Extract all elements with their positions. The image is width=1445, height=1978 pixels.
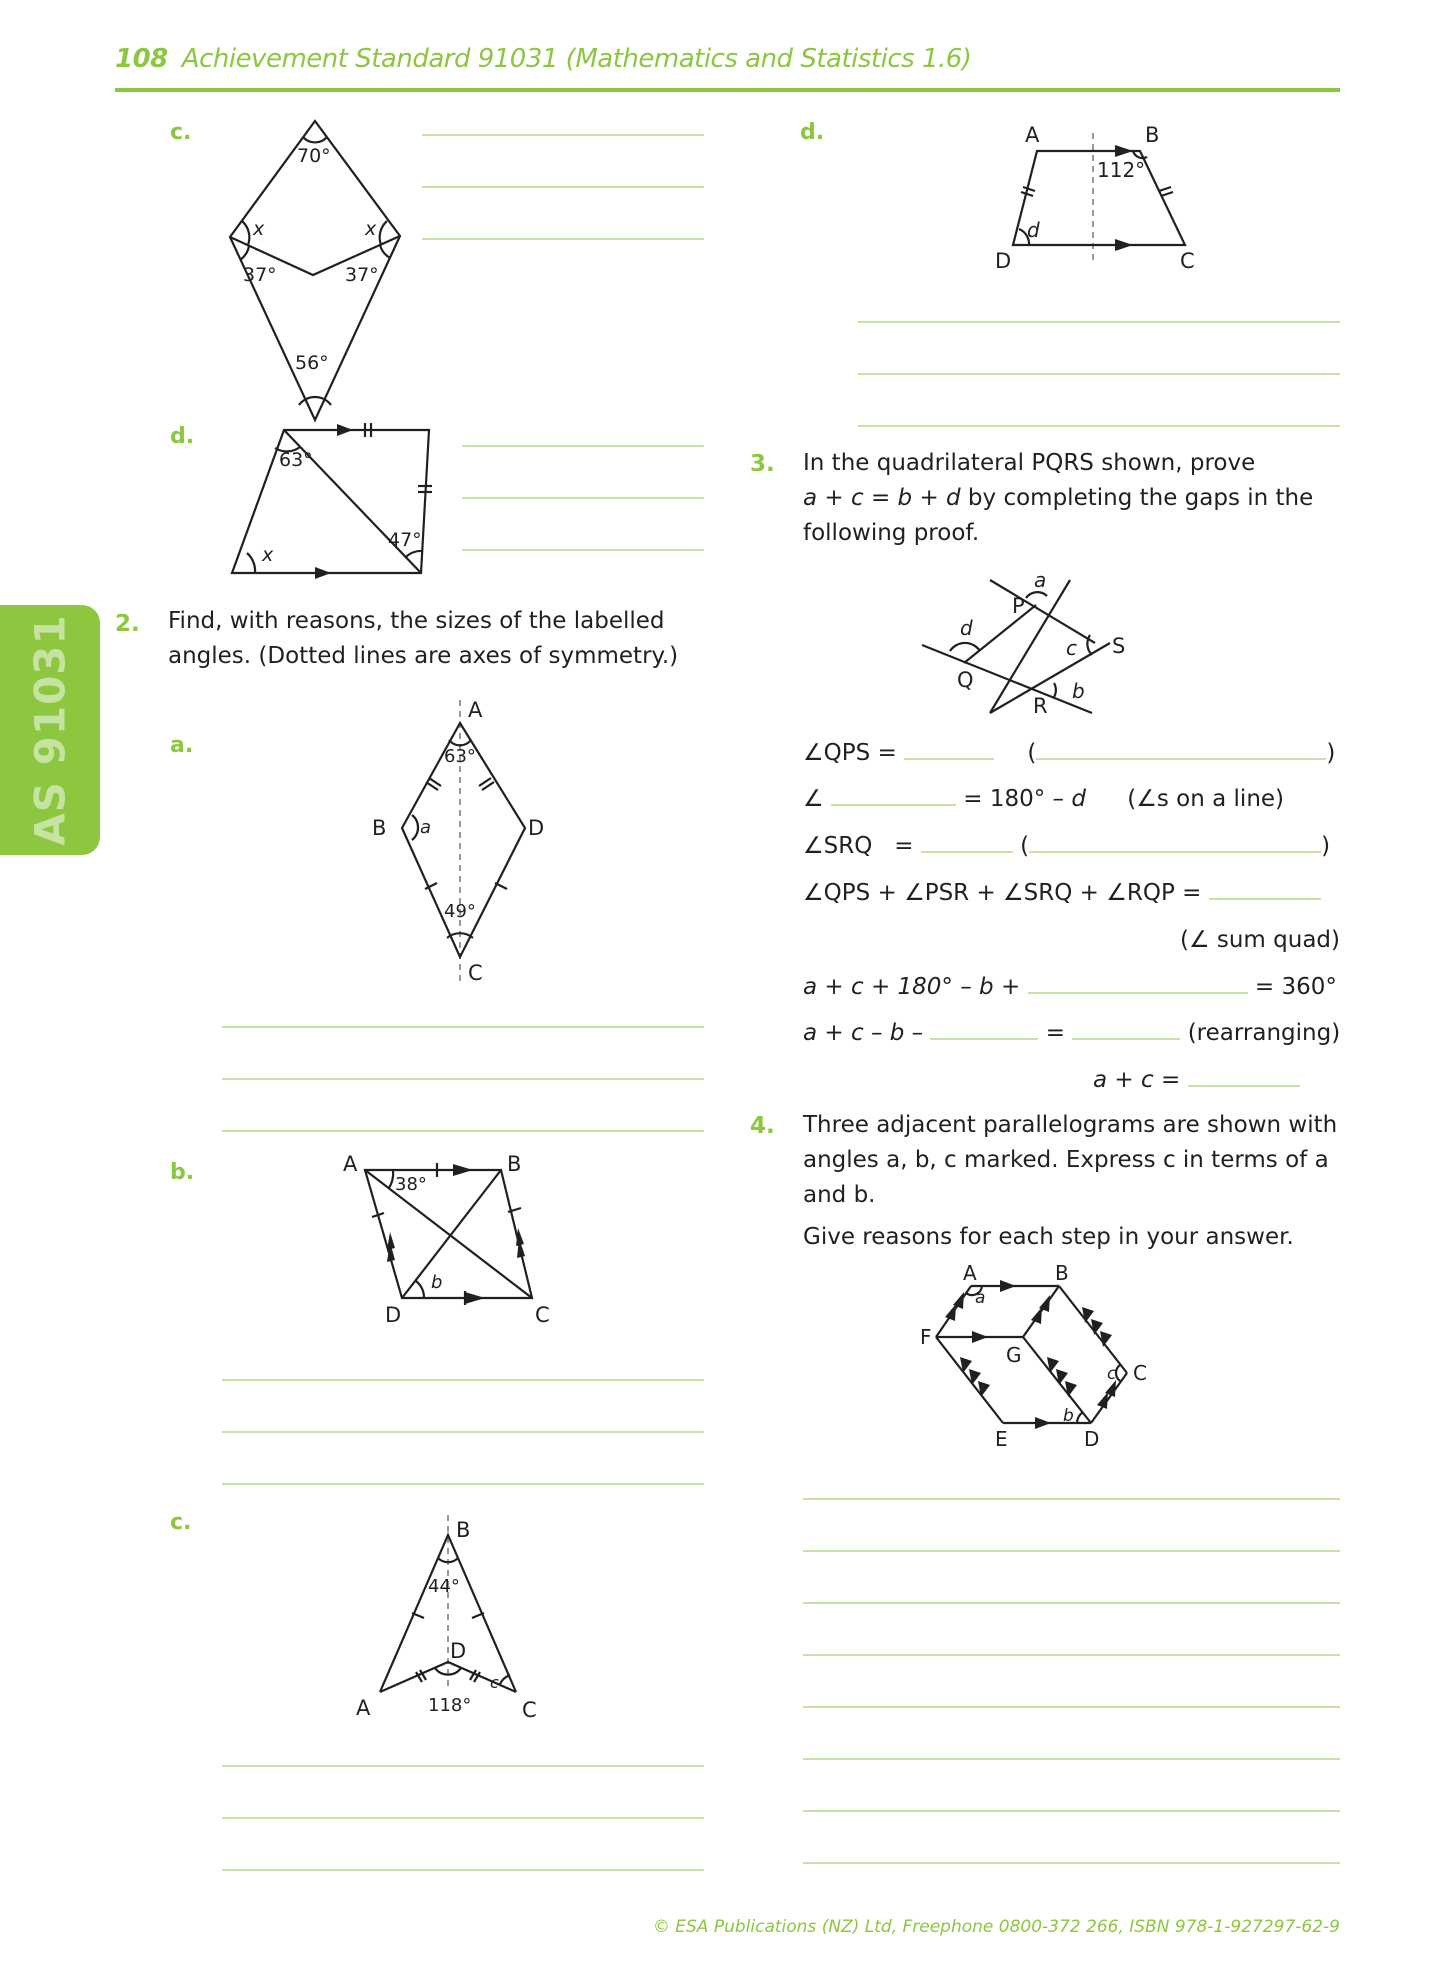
q4-arrow (945, 1304, 956, 1321)
proof-blank-reason[interactable] (1036, 740, 1326, 760)
q1c-angle-x-left: x (253, 218, 265, 240)
q4-arc-c (1116, 1365, 1120, 1381)
q1d-angle-x: x (262, 544, 274, 566)
q3-arc-b (1054, 683, 1056, 697)
q2c-angle-118: 118° (428, 1695, 472, 1716)
q4-angle-b: b (1063, 1406, 1074, 1426)
q3-angle-d: d (960, 616, 973, 640)
q2c-arc-c (500, 1675, 510, 1684)
answer-line[interactable] (222, 1379, 704, 1381)
q2-text (168, 604, 678, 674)
proof-reason: (rearranging) (1187, 1020, 1341, 1046)
page-number: 108 (115, 44, 168, 74)
answer-line[interactable] (803, 1862, 1340, 1864)
proof-line-2 (803, 786, 1284, 812)
q3-vertex-P: P (1012, 594, 1025, 618)
q2d-tick (1161, 192, 1173, 196)
q4-angle-a: a (975, 1288, 986, 1308)
answer-line[interactable] (803, 1498, 1340, 1500)
q1d-angle-47: 47° (388, 529, 422, 551)
q2d-vertex-D: D (995, 249, 1012, 273)
q2b-angle-b: b (431, 1272, 443, 1293)
q4-vertex-E: E (995, 1427, 1008, 1451)
answer-line[interactable] (462, 497, 704, 499)
q3-vertex-Q: Q (957, 668, 974, 692)
q4-vertex-C: C (1133, 1361, 1147, 1385)
answer-line[interactable] (222, 1130, 704, 1132)
proof-line-4 (803, 880, 1321, 906)
q2a-angle-63: 63° (444, 746, 476, 767)
q2d-tick (1159, 187, 1171, 191)
q1c-angle-37-left: 37° (243, 264, 277, 286)
answer-line[interactable] (803, 1602, 1340, 1604)
q2b-arrow-DC (465, 1292, 485, 1304)
proof-line-8 (1093, 1067, 1300, 1093)
q1c-figure (215, 115, 415, 425)
q4-text-line: Three adjacent parallelograms are shown with (803, 1112, 1338, 1138)
answer-line[interactable] (803, 1758, 1340, 1760)
q3-arc-c (1087, 635, 1092, 655)
answer-line[interactable] (462, 445, 704, 447)
answer-line[interactable] (462, 549, 704, 551)
proof-text: ∠QPS = (803, 740, 897, 766)
q2b-arrow-AB (453, 1164, 473, 1176)
q2d-label: d. (800, 120, 825, 145)
proof-blank[interactable] (921, 833, 1013, 853)
q2a-angle-a: a (420, 817, 432, 838)
q2b-label: b. (170, 1160, 195, 1185)
q2a-arc-63 (449, 740, 471, 745)
q2b-arc-b (416, 1281, 424, 1298)
q4-number: 4. (750, 1113, 775, 1139)
header-title (115, 44, 1340, 74)
proof-blank[interactable] (1072, 1020, 1180, 1040)
proof-line-5 (1180, 927, 1340, 953)
q1d-figure (225, 420, 435, 580)
q2a-vertex-B: B (372, 816, 387, 840)
q4-text (803, 1108, 1337, 1255)
q1d-label: d. (170, 424, 195, 449)
answer-line[interactable] (422, 186, 704, 188)
q3-equation: a + c = b + d (803, 485, 961, 511)
q1c-arc-37-right (380, 245, 390, 258)
q2-text-line: angles. (Dotted lines are axes of symmetry.) (168, 643, 679, 669)
answer-line[interactable] (222, 1765, 704, 1767)
proof-blank[interactable] (930, 1020, 1038, 1040)
footer-copyright: © ESA Publications (NZ) Ltd, Freephone 0800-372 266, ISBN 978-1-927297-62-9 (652, 1917, 1340, 1937)
q2b-figure (335, 1150, 575, 1325)
q1d-arc-x (247, 553, 255, 573)
standard-title: Achievement Standard 91031 (Mathematics and Statistics 1.6) (181, 44, 972, 74)
q2b-arc-38 (389, 1170, 393, 1188)
proof-text: ∠QPS + ∠PSR + ∠SRQ + ∠RQP = (803, 880, 1202, 906)
q2d-arrow-AB (1115, 145, 1133, 157)
q3-arc-a (1026, 592, 1047, 598)
q1d-arrow-bottom (315, 567, 331, 579)
answer-line[interactable] (858, 373, 1340, 375)
q3-line-through-P-Q (990, 580, 1070, 713)
q2-number: 2. (115, 611, 140, 637)
q4-vertex-A: A (963, 1265, 977, 1285)
q3-figure (920, 565, 1160, 725)
q4-vertex-D: D (1084, 1427, 1100, 1451)
q2d-angle-d: d (1027, 218, 1040, 242)
q3-vertex-R: R (1033, 694, 1048, 718)
q2a-angle-49: 49° (444, 901, 476, 922)
proof-text: = 360° (1254, 974, 1337, 1000)
q3-number: 3. (750, 451, 775, 477)
q2b-vertex-C: C (535, 1303, 550, 1325)
q4-arrow (1000, 1280, 1016, 1292)
q1c-arc-top (303, 137, 327, 142)
answer-line[interactable] (222, 1869, 704, 1871)
proof-line-3 (803, 833, 1330, 859)
q4-arrow (972, 1331, 988, 1343)
q2a-figure (360, 695, 570, 990)
q2a-label: a. (170, 733, 194, 758)
q4-vertex-F: F (920, 1325, 932, 1349)
proof-blank[interactable] (1188, 1067, 1300, 1087)
q1d-arrow-top (337, 424, 353, 436)
q3-text-line (803, 481, 1313, 516)
q4-arrow (1035, 1417, 1051, 1429)
q2d-figure (975, 115, 1205, 275)
q3-angle-c: c (1066, 636, 1077, 660)
q3-angle-b: b (1072, 679, 1085, 703)
proof-reason: (∠ sum quad) (1179, 927, 1340, 953)
answer-line[interactable] (222, 1431, 704, 1433)
proof-paren: ) (1321, 833, 1331, 859)
answer-line[interactable] (858, 425, 1340, 427)
proof-blank[interactable] (1209, 880, 1321, 900)
q3-text-line: following proof. (803, 520, 980, 546)
q2c-label: c. (170, 1510, 192, 1535)
q1d-angle-63: 63° (279, 449, 313, 471)
proof-var: d (1071, 786, 1086, 812)
answer-line[interactable] (222, 1078, 704, 1080)
q1c-label: c. (170, 120, 192, 145)
q2c-angle-c: c (490, 1673, 499, 1692)
q2b-arrow-DA (387, 1232, 395, 1250)
answer-line[interactable] (222, 1026, 704, 1028)
q3-text (803, 446, 1313, 551)
proof-text: ∠SRQ = (803, 833, 914, 859)
q2b-vertex-D: D (385, 1303, 402, 1325)
q4-edge-GD (1023, 1337, 1091, 1423)
q2d-angle-112: 112° (1097, 158, 1146, 182)
answer-line[interactable] (803, 1706, 1340, 1708)
q2b-angle-38: 38° (395, 1174, 427, 1195)
q2a-vertex-D: D (528, 816, 545, 840)
answer-line[interactable] (803, 1654, 1340, 1656)
proof-line-6 (803, 974, 1337, 1000)
proof-paren: ) (1326, 740, 1336, 766)
proof-text: a + c – b – (803, 1020, 924, 1046)
q2d-vertex-A: A (1025, 123, 1040, 147)
proof-text: = 180° – (963, 786, 1065, 812)
q4-text-line: Give reasons for each step in your answer. (803, 1224, 1294, 1250)
q4-text-line: and b. (803, 1182, 876, 1208)
side-tab (0, 605, 100, 855)
q2-text-line: Find, with reasons, the sizes of the labelled (168, 608, 665, 634)
q4-edge-FE (936, 1337, 1003, 1423)
proof-paren: ( (1020, 833, 1030, 859)
q2d-vertex-B: B (1145, 123, 1160, 147)
proof-reason: (∠s on a line) (1127, 786, 1285, 812)
q2a-vertex-C: C (468, 961, 483, 985)
q2b-vertex-A: A (343, 1152, 358, 1176)
q2c-vertex-B: B (456, 1518, 471, 1542)
q2c-vertex-A: A (356, 1696, 371, 1720)
q2c-vertex-C: C (522, 1698, 537, 1722)
q3-text-rest: by completing the gaps in the (960, 485, 1314, 511)
q4-arc-b (1077, 1412, 1083, 1423)
proof-blank[interactable] (831, 786, 956, 806)
proof-line-1 (803, 740, 1335, 766)
q4-vertex-B: B (1055, 1265, 1069, 1285)
q4-arrow (1097, 1392, 1108, 1409)
answer-line[interactable] (803, 1550, 1340, 1552)
q2c-vertex-D: D (450, 1639, 467, 1663)
answer-line[interactable] (422, 238, 704, 240)
answer-line[interactable] (858, 321, 1340, 323)
proof-text: ∠ (803, 786, 824, 812)
q2c-angle-44: 44° (428, 1576, 460, 1597)
q1c-angle-x-right: x (365, 218, 377, 240)
q2d-tick (1023, 187, 1035, 191)
answer-line[interactable] (222, 1483, 704, 1485)
proof-line-7 (803, 1020, 1340, 1046)
q1d-arc-47 (405, 551, 423, 558)
side-tab-label: AS 91031 (25, 614, 75, 846)
q3-text-line: In the quadrilateral PQRS shown, prove (803, 450, 1256, 476)
proof-blank[interactable] (1028, 974, 1248, 994)
q2c-outer-sides (380, 1535, 516, 1692)
proof-blank[interactable] (904, 740, 994, 760)
q1c-angle-70: 70° (297, 145, 331, 167)
q3-vertex-S: S (1112, 634, 1126, 658)
q2a-arc-a (412, 815, 418, 840)
proof-text: = (1045, 1020, 1066, 1046)
q1c-angle-56: 56° (295, 352, 329, 374)
proof-blank-reason[interactable] (1029, 833, 1321, 853)
q4-figure (920, 1265, 1170, 1465)
q4-angle-c: c (1107, 1364, 1117, 1384)
q2b-arrow-CB (516, 1228, 524, 1246)
q3-arc-d (950, 643, 980, 651)
q4-text-line: angles a, b, c marked. Express c in terms of a (803, 1147, 1329, 1173)
answer-line[interactable] (803, 1810, 1340, 1812)
proof-paren: ( (1027, 740, 1037, 766)
q4-vertex-G: G (1006, 1343, 1022, 1367)
answer-line[interactable] (422, 134, 704, 136)
q2c-figure (340, 1510, 560, 1725)
q2d-arrow-DC (1115, 239, 1133, 251)
q2b-vertex-B: B (507, 1152, 522, 1176)
q1c-arc-37-left (240, 246, 249, 260)
q1c-arc-x-left (242, 221, 249, 245)
q3-angle-a: a (1034, 568, 1047, 592)
answer-line[interactable] (222, 1817, 704, 1819)
page-header (115, 44, 1340, 92)
q4-arrow (1065, 1381, 1077, 1397)
q2a-vertex-A: A (468, 698, 483, 722)
q2d-vertex-C: C (1180, 249, 1195, 273)
q1c-angle-37-right: 37° (345, 264, 379, 286)
proof-text: a + c + 180° – b + (803, 974, 1021, 1000)
proof-text: a + c = (1093, 1067, 1181, 1093)
